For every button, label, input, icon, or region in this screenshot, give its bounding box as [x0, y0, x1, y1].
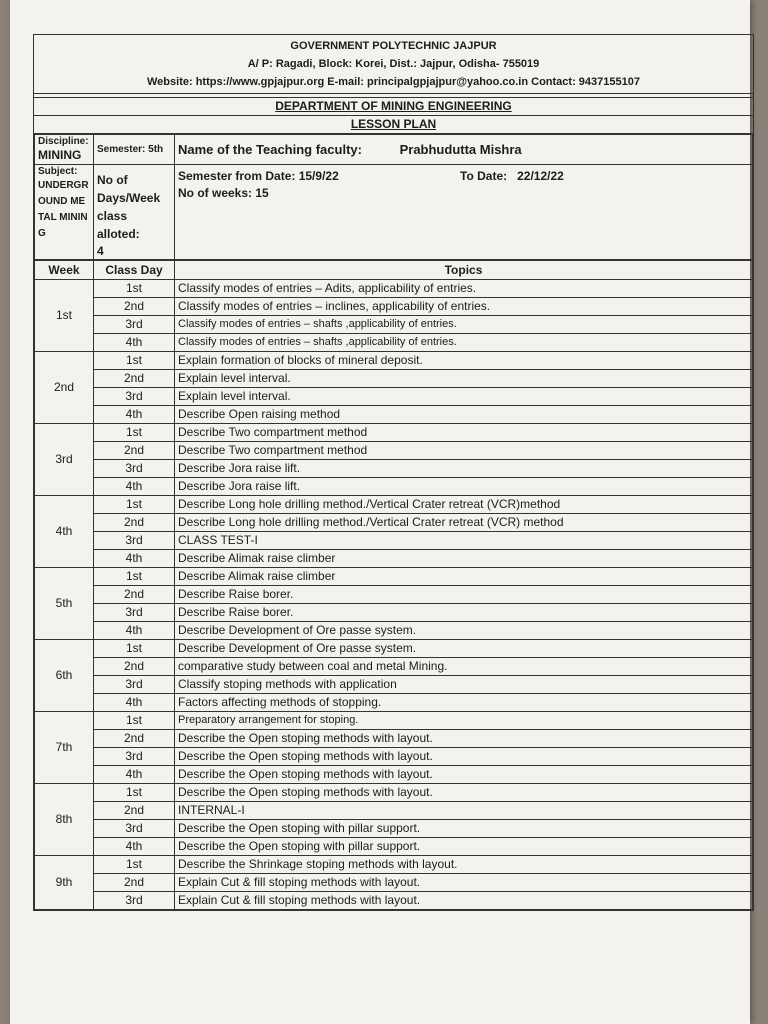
subject-cell — [35, 165, 94, 260]
table-row — [35, 730, 753, 748]
week-cell: 5th — [35, 568, 94, 640]
class-day-cell: 2nd — [94, 658, 175, 676]
topic-cell: CLASS TEST-I — [175, 532, 753, 550]
institution-contact: Website: https://www.gpjajpur.org E-mail: principalgpjajpur@yahoo.co.in Contact: 9437155107 — [147, 76, 640, 88]
class-day-cell: 3rd — [94, 604, 175, 622]
table-row — [35, 316, 753, 334]
topic-cell: Describe Two compartment method — [175, 442, 753, 460]
topic-cell: Explain level interval. — [175, 370, 753, 388]
class-day-cell: 4th — [94, 550, 175, 568]
class-day-cell: 1st — [94, 856, 175, 874]
topic-cell: Describe the Open stoping methods with layout. — [175, 730, 753, 748]
topic-cell: Describe Raise borer. — [175, 586, 753, 604]
week-cell: 6th — [35, 640, 94, 712]
days-value: 4 — [97, 244, 104, 258]
week-cell: 7th — [35, 712, 94, 784]
table-row — [35, 352, 753, 370]
faculty-label: Name of the Teaching faculty: — [178, 142, 362, 157]
lesson-plan-document — [33, 34, 754, 911]
table-row — [35, 874, 753, 892]
institution-address: A/ P: Ragadi, Block: Korei, Dist.: Jajpur, Odisha- 755019 — [247, 58, 540, 70]
semester-to-date: To Date: 22/12/22 — [460, 169, 564, 183]
table-row — [35, 298, 753, 316]
week-cell: 8th — [35, 784, 94, 856]
topic-cell: Describe the Open stoping with pillar support. — [175, 820, 753, 838]
class-day-cell: 3rd — [94, 388, 175, 406]
table-row — [35, 784, 753, 802]
topic-cell: Describe the Shrinkage stoping methods with layout. — [175, 856, 753, 874]
class-day-cell: 1st — [94, 280, 175, 298]
table-row — [35, 550, 753, 568]
topic-cell: comparative study between coal and metal Mining. — [175, 658, 753, 676]
class-day-cell: 2nd — [94, 586, 175, 604]
topic-cell: Explain level interval. — [175, 388, 753, 406]
topic-cell: Describe Development of Ore passe system. — [175, 640, 753, 658]
class-day-cell: 1st — [94, 352, 175, 370]
topic-cell: Classify modes of entries – shafts ,applicability of entries. — [175, 334, 753, 352]
table-row — [35, 334, 753, 352]
topic-cell: INTERNAL-I — [175, 802, 753, 820]
class-day-cell: 4th — [94, 622, 175, 640]
class-day-cell: 3rd — [94, 820, 175, 838]
schedule-body — [35, 280, 753, 910]
class-day-cell: 4th — [94, 694, 175, 712]
table-row — [35, 370, 753, 388]
week-cell: 9th — [35, 856, 94, 910]
topic-cell: Classify modes of entries – Adits, applicability of entries. — [175, 280, 753, 298]
class-day-cell: 1st — [94, 712, 175, 730]
topic-cell: Describe the Open stoping methods with layout. — [175, 766, 753, 784]
table-row — [35, 640, 753, 658]
class-day-cell: 1st — [94, 568, 175, 586]
faculty-name: Prabhudutta Mishra — [399, 142, 522, 157]
paper-sheet — [10, 0, 750, 1024]
days-per-week-cell — [94, 165, 175, 260]
topic-cell: Describe the Open stoping methods with layout. — [175, 748, 753, 766]
topic-cell: Factors affecting methods of stopping. — [175, 694, 753, 712]
topic-cell: Classify stoping methods with application — [175, 676, 753, 694]
week-cell: 1st — [35, 280, 94, 352]
table-row — [35, 838, 753, 856]
table-row — [35, 514, 753, 532]
table-row — [35, 802, 753, 820]
institution-header — [34, 35, 753, 94]
course-info-table — [34, 134, 753, 260]
topic-cell: Explain Cut & fill stoping methods with layout. — [175, 892, 753, 910]
table-row — [35, 280, 753, 298]
subject-value: UNDERGROUND METAL MINING — [38, 180, 89, 239]
table-row — [35, 496, 753, 514]
topic-cell: Describe Open raising method — [175, 406, 753, 424]
table-row — [35, 658, 753, 676]
table-row — [35, 406, 753, 424]
table-row — [35, 748, 753, 766]
topic-cell: Describe Two compartment method — [175, 424, 753, 442]
class-day-cell: 3rd — [94, 892, 175, 910]
table-row — [35, 478, 753, 496]
class-day-cell: 4th — [94, 766, 175, 784]
topic-cell: Describe Alimak raise climber — [175, 550, 753, 568]
topic-cell: Explain Cut & fill stoping methods with layout. — [175, 874, 753, 892]
class-day-cell: 2nd — [94, 514, 175, 532]
table-row — [35, 820, 753, 838]
week-cell: 2nd — [35, 352, 94, 424]
days-label: No of Days/Week class alloted: — [97, 173, 161, 241]
semester-dates-line — [178, 167, 749, 185]
table-row — [35, 604, 753, 622]
class-day-cell: 2nd — [94, 370, 175, 388]
table-row — [35, 892, 753, 910]
topic-cell: Describe Alimak raise climber — [175, 568, 753, 586]
class-day-cell: 4th — [94, 334, 175, 352]
class-day-cell: 2nd — [94, 298, 175, 316]
table-row — [35, 766, 753, 784]
topic-cell: Describe Long hole drilling method./Vertical Crater retreat (VCR) method — [175, 514, 753, 532]
table-row — [35, 622, 753, 640]
class-day-cell: 2nd — [94, 802, 175, 820]
document-title: LESSON PLAN — [34, 116, 753, 134]
class-day-cell: 3rd — [94, 676, 175, 694]
table-row — [35, 568, 753, 586]
table-row — [35, 676, 753, 694]
week-cell: 3rd — [35, 424, 94, 496]
topic-cell: Describe Long hole drilling method./Vertical Crater retreat (VCR)method — [175, 496, 753, 514]
number-of-weeks: No of weeks: 15 — [178, 186, 269, 200]
class-day-cell: 4th — [94, 406, 175, 424]
table-row — [35, 388, 753, 406]
class-day-cell: 3rd — [94, 460, 175, 478]
table-row — [35, 532, 753, 550]
week-column-header: Week — [35, 261, 94, 280]
table-row — [35, 424, 753, 442]
table-row — [35, 442, 753, 460]
topic-cell: Describe Raise borer. — [175, 604, 753, 622]
class-day-cell: 2nd — [94, 874, 175, 892]
class-day-cell: 1st — [94, 424, 175, 442]
table-row — [35, 694, 753, 712]
table-row — [35, 712, 753, 730]
table-row — [35, 460, 753, 478]
class-day-column-header: Class Day — [94, 261, 175, 280]
class-day-cell: 2nd — [94, 442, 175, 460]
topic-cell: Preparatory arrangement for stoping. — [175, 712, 753, 730]
topic-cell: Describe the Open stoping with pillar support. — [175, 838, 753, 856]
topic-cell: Classify modes of entries – inclines, applicability of entries. — [175, 298, 753, 316]
class-day-cell: 3rd — [94, 532, 175, 550]
table-row — [35, 856, 753, 874]
table-row — [35, 586, 753, 604]
class-day-cell: 3rd — [94, 316, 175, 334]
department-title: DEPARTMENT OF MINING ENGINEERING — [34, 98, 753, 116]
topic-cell: Explain formation of blocks of mineral deposit. — [175, 352, 753, 370]
semester-from-date: Semester from Date: 15/9/22 — [178, 169, 339, 183]
lesson-schedule-table — [34, 260, 753, 910]
semester-dates-cell — [175, 165, 753, 260]
topics-column-header: Topics — [175, 261, 753, 280]
class-day-cell: 4th — [94, 838, 175, 856]
topic-cell: Describe Development of Ore passe system. — [175, 622, 753, 640]
class-day-cell: 4th — [94, 478, 175, 496]
faculty-cell — [175, 135, 753, 165]
class-day-cell: 1st — [94, 640, 175, 658]
topic-cell: Describe the Open stoping methods with layout. — [175, 784, 753, 802]
topic-cell: Classify modes of entries – shafts ,applicability of entries. — [175, 316, 753, 334]
discipline-cell — [35, 135, 94, 165]
institution-name: GOVERNMENT POLYTECHNIC JAJPUR — [290, 40, 497, 52]
class-day-cell: 1st — [94, 496, 175, 514]
week-cell: 4th — [35, 496, 94, 568]
topic-cell: Describe Jora raise lift. — [175, 460, 753, 478]
subject-label: Subject: — [38, 166, 78, 177]
semester-cell: Semester: 5th — [94, 135, 175, 165]
class-day-cell: 3rd — [94, 748, 175, 766]
topic-cell: Describe Jora raise lift. — [175, 478, 753, 496]
class-day-cell: 2nd — [94, 730, 175, 748]
discipline-label: Discipline: — [38, 136, 89, 147]
class-day-cell: 1st — [94, 784, 175, 802]
discipline-value: MINING — [38, 148, 82, 162]
